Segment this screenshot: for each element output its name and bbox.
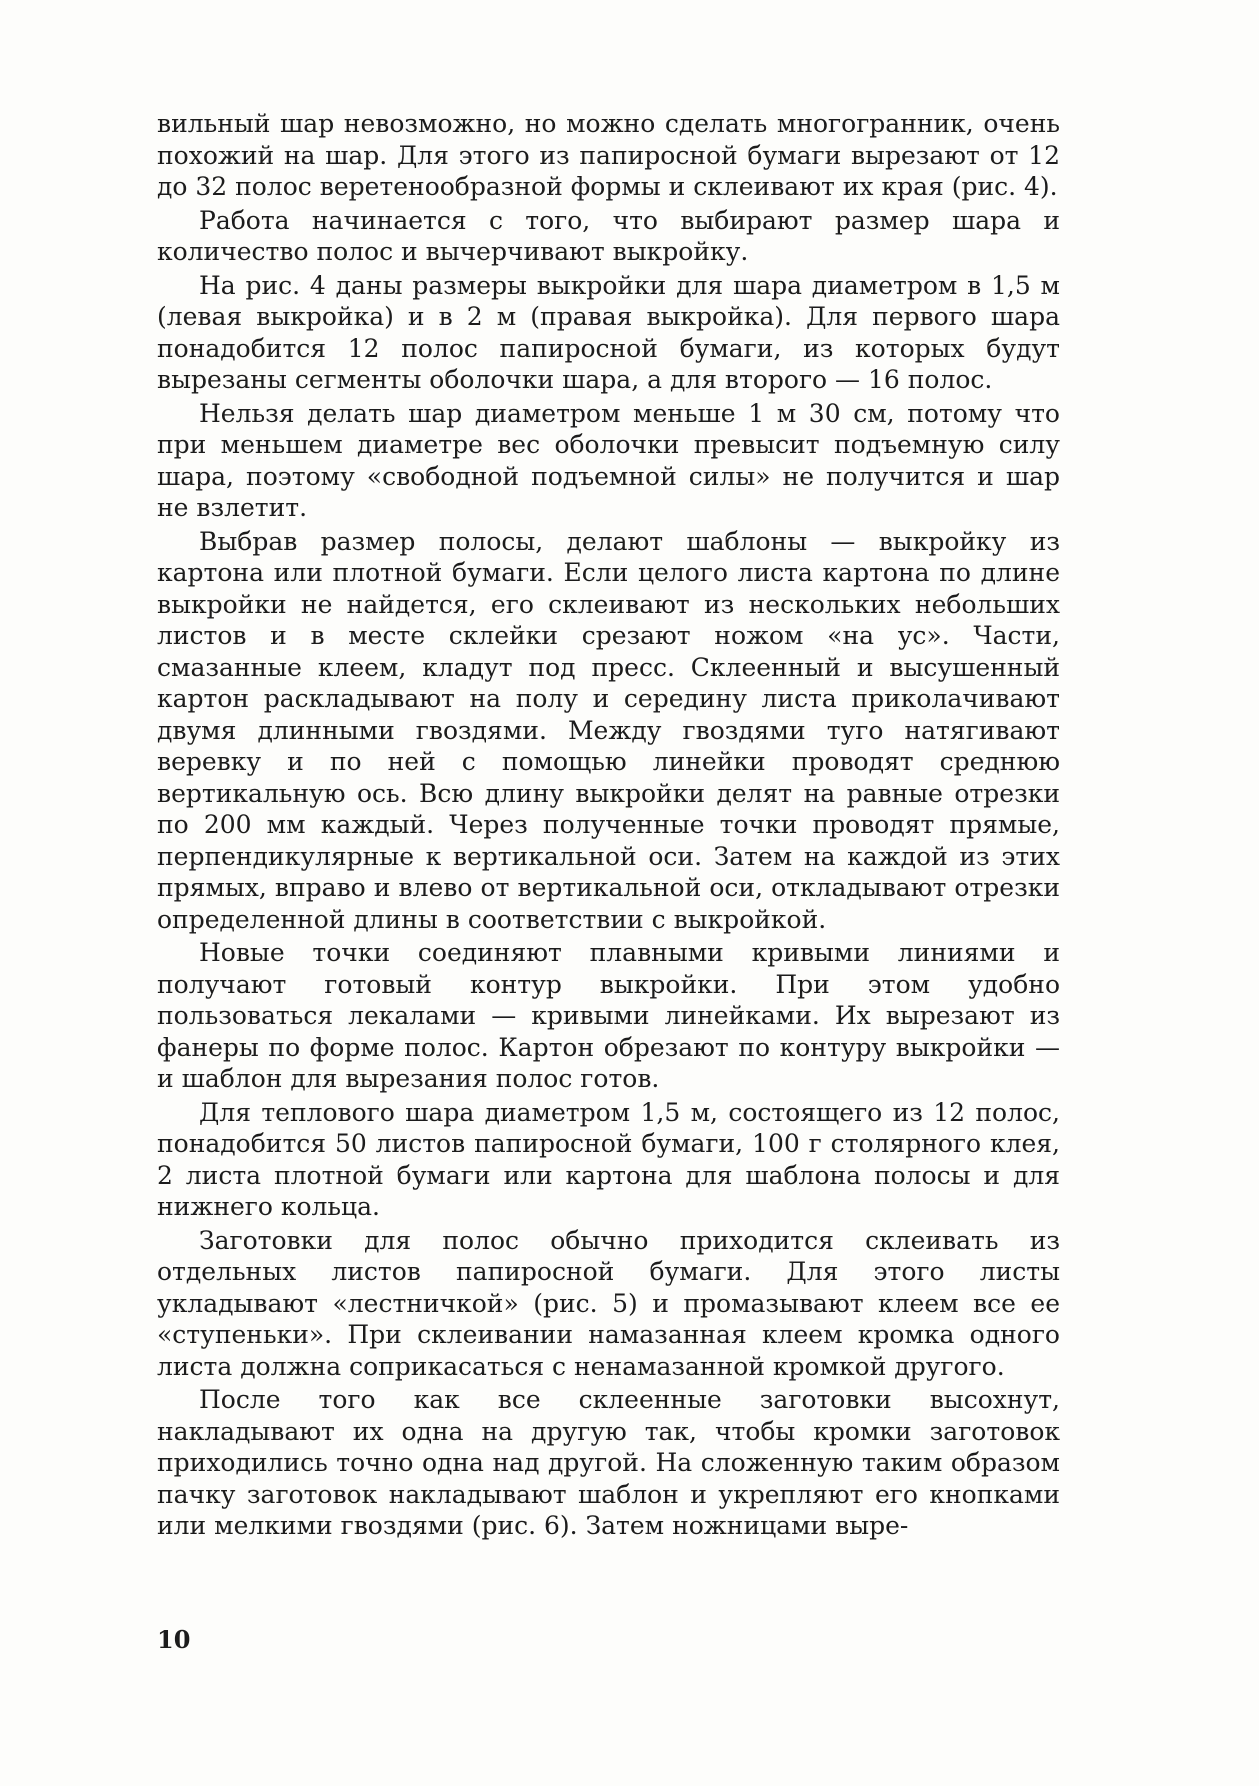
paragraph-continuation: вильный шар невозможно, но можно сделать многогранник, очень похожий на шар. Для этого из папиросной бумаги вырезают от 12 до 32 полос веретенообразной формы и склеивают их края (рис. 4). (157, 109, 1060, 201)
paragraph: Заготовки для полос обычно приходится склеивать из отдельных листов папиросной бумаги. Для этого листы укладывают «лестничкой» (рис. 5) и промазывают клеем все ее «ступеньки». При склеивании намазанная клеем кромка одного листа должна соприкасаться с ненамазанной кромкой другого. (157, 1225, 1060, 1381)
paragraph: После того как все склеенные заготовки высохнут, накладывают их одна на другую так, чтобы кромки заготовок приходились точно одна над другой. На сложенную таким образом пачку заготовок накладывают шаблон и укрепляют его кнопками или мелкими гвоздями (рис. 6). Затем ножницами выре- (157, 1385, 1060, 1540)
paragraph: Нельзя делать шар диаметром меньше 1 м 30 см, потому что при меньшем диаметре вес оболочки превысит подъемную силу шара, поэтому «свободной подъемной силы» не получится и шар не взлетит. (157, 398, 1060, 522)
paragraph: Новые точки соединяют плавными кривыми линиями и получают готовый контур выкройки. При этом удобно пользоваться лекалами — кривыми линейками. Их вырезают из фанеры по форме полос. Картон обрезают по контуру выкройки — и шаблон для вырезания полос готов. (157, 938, 1060, 1093)
paragraph: Выбрав размер полосы, делают шаблоны — выкройку из картона или плотной бумаги. Если целого листа картона по длине выкройки не найдется, его склеивают из нескольких небольших листов и в месте склейки срезают ножом «на ус». Части, смазанные клеем, кладут под пресс. Склеенный и высушенный картон раскладывают на полу и середину листа приколачивают двумя длинными гвоздями. Между гвоздями туго натягивают веревку и по ней с помощью линейки проводят среднюю вертикальную ось. Всю длину выкройки делят на равные отрезки по 200 мм каждый. Через полученные точки проводят прямые, перпендикулярные к вертикальной оси. Затем на каждой из этих прямых, вправо и влево от вертикальной оси, откладывают отрезки определенной длины в соответствии с выкройкой. (157, 526, 1060, 934)
body-text (157, 108, 1060, 1544)
paragraph: На рис. 4 даны размеры выкройки для шара диаметром в 1,5 м (левая выкройка) и в 2 м (правая выкройка). Для первого шара понадобится 12 полос папиросной бумаги, из которых будут вырезаны сегменты оболочки шара, а для второго — 16 полос. (157, 270, 1060, 394)
paragraph: Для теплового шара диаметром 1,5 м, состоящего из 12 полос, понадобится 50 листов папиросной бумаги, 100 г столярного клея, 2 листа плотной бумаги или картона для шаблона полосы и для нижнего кольца. (157, 1097, 1060, 1221)
page-number: 10 (157, 1625, 191, 1654)
paragraph: Работа начинается с того, что выбирают размер шара и количество полос и вычерчивают выкройку. (157, 205, 1060, 266)
